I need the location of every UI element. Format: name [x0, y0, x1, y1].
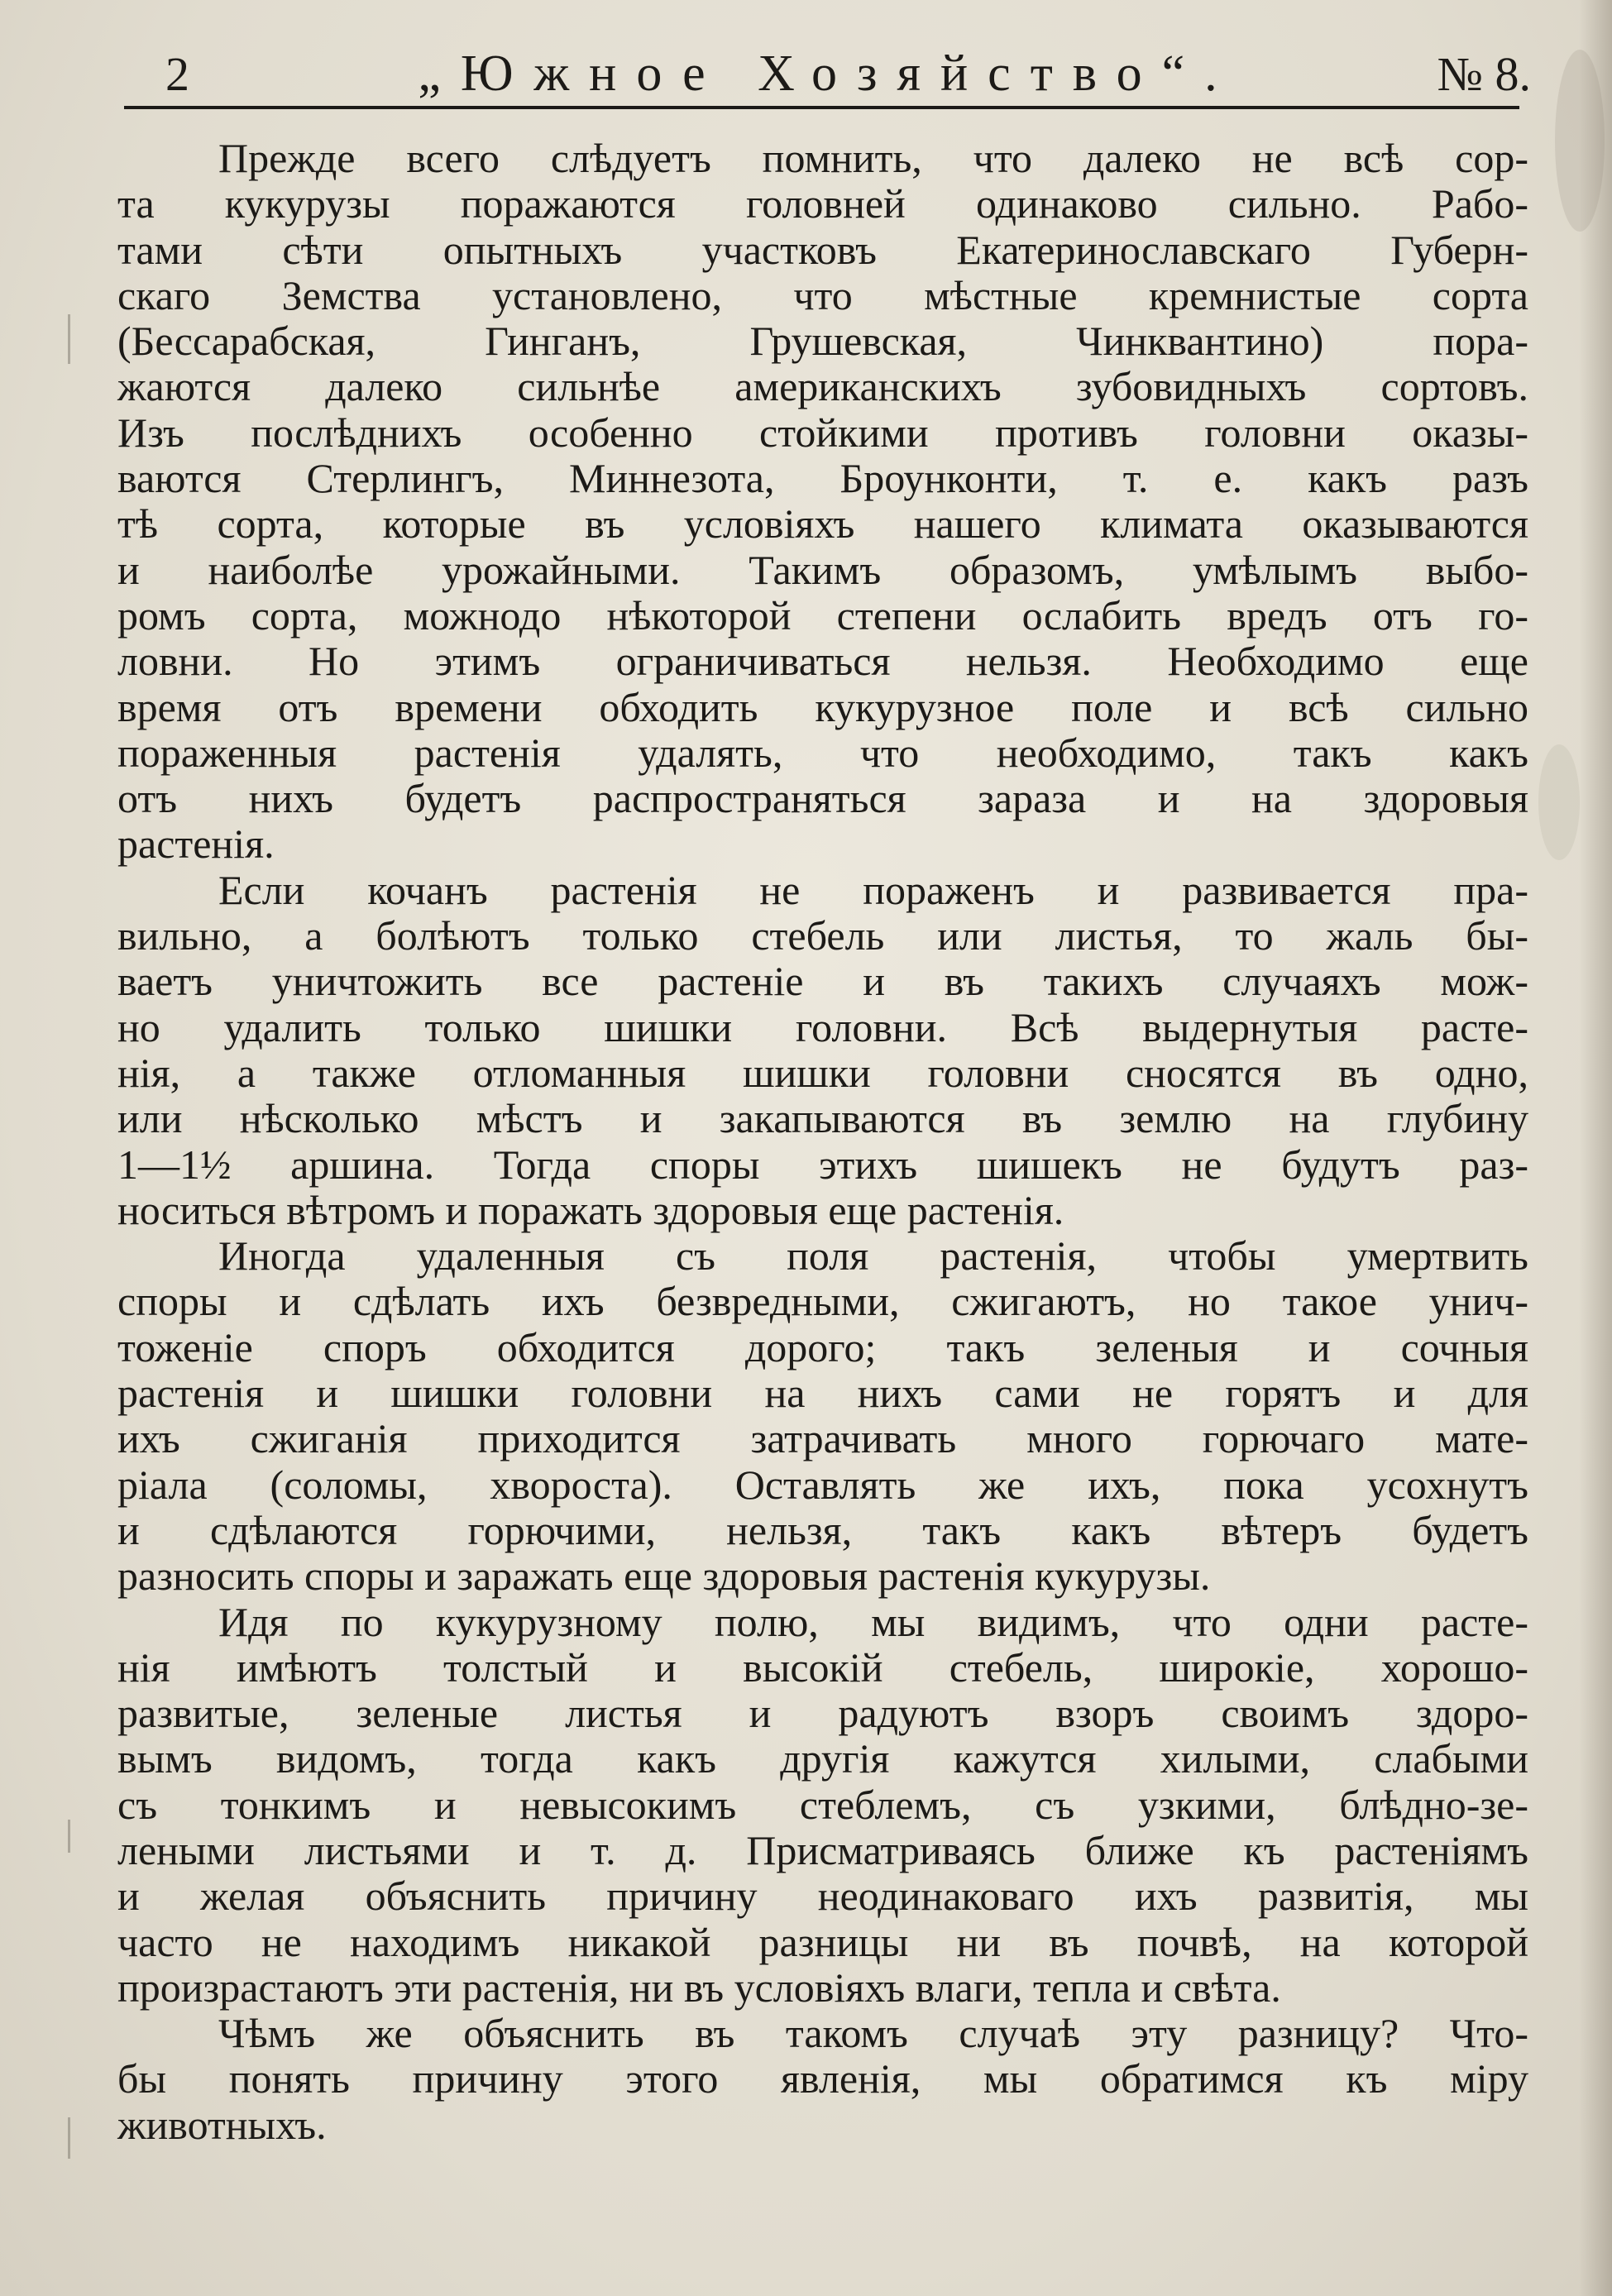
text-line: ріала (соломы, хвороста). Оставлять же ихъ, пока усохнутъ: [117, 1461, 1528, 1508]
text-line: ромъ сорта, можнодо нѣкоторой степени ослабить вредъ отъ го-: [117, 591, 1528, 639]
text-line: но удалить только шишки головни. Всѣ выдернутыя расте-: [117, 1003, 1528, 1050]
page-number: 2: [165, 47, 189, 101]
text-line: тоженіе споръ обходится дорого; такъ зеленыя и сочныя: [117, 1323, 1528, 1370]
paragraph: [117, 2011, 1528, 2148]
text-line: время отъ времени обходить кукурузное поле и всѣ сильно: [117, 683, 1528, 730]
ink-bleed: [1538, 744, 1580, 860]
page-header: [124, 36, 1531, 106]
margin-mark: [68, 1820, 70, 1853]
text-line: разносить споры и заражать еще здоровыя растенія кукурузы.: [117, 1552, 1211, 1600]
margin-mark: [68, 314, 70, 364]
text-line: бы понять причину этого явленія, мы обратимся къ міру: [117, 2055, 1528, 2102]
text-line: и желая объяснить причину неодинаковаго ихъ развитія, мы: [117, 1873, 1528, 1920]
text-line: (Бессарабская, Гинганъ, Грушевская, Чинквантино) пора-: [117, 318, 1528, 365]
text-line: Идя по кукурузному полю, мы видимъ, что одни расте-: [218, 1598, 1528, 1645]
text-line: носиться вѣтромъ и поражать здоровыя еще растенія.: [117, 1186, 1064, 1233]
text-line: вильно, а болѣютъ только стебель или листья, то жаль бы-: [117, 912, 1528, 959]
text-line: часто не находимъ никакой разницы ни въ почвѣ, на которой: [117, 1918, 1528, 1965]
text-line: жаются далеко сильнѣе американскихъ зубовидныхъ сортовъ.: [117, 363, 1528, 410]
text-line: ваются Стерлингъ, Миннезота, Броунконти, т. е. какъ разъ: [117, 455, 1528, 502]
text-line: отъ нихъ будетъ распространяться зараза и на здоровыя: [117, 775, 1528, 822]
text-line: развитые, зеленые листья и радуютъ взоръ своимъ здоро-: [117, 1690, 1528, 1737]
text-line: Если кочанъ растенія не пораженъ и развивается пра-: [218, 866, 1528, 913]
text-line: съ тонкимъ и невысокимъ стеблемъ, съ узкими, блѣдно-зе-: [117, 1781, 1528, 1828]
text-line: вымъ видомъ, тогда какъ другія кажутся хилыми, слабыми: [117, 1735, 1528, 1782]
paragraph: [117, 136, 1528, 868]
text-line: та кукурузы поражаются головней одинаково сильно. Рабо-: [117, 180, 1528, 227]
text-line: 1—1½ аршина. Тогда споры этихъ шишекъ не будутъ раз-: [117, 1141, 1528, 1188]
text-line: и сдѣлаются горючими, нельзя, такъ какъ вѣтеръ будетъ: [117, 1506, 1528, 1553]
text-line: или нѣсколько мѣстъ и закапываются въ землю на глубину: [117, 1095, 1528, 1142]
text-line: пораженныя растенія удалять, что необходимо, такъ какъ: [117, 729, 1528, 776]
text-line: растенія.: [117, 820, 275, 868]
text-line: Чѣмъ же объяснить въ такомъ случаѣ эту разницу? Что-: [218, 2010, 1528, 2057]
text-line: ваетъ уничтожить все растеніе и въ такихъ случаяхъ мож-: [117, 958, 1528, 1005]
text-line: ловни. Но этимъ ограничиваться нельзя. Необходимо еще: [117, 638, 1528, 685]
text-line: споры и сдѣлать ихъ безвредными, сжигаютъ, но такое унич-: [117, 1278, 1528, 1325]
text-line: тами сѣти опытныхъ участковъ Екатеринославскаго Губерн-: [117, 226, 1528, 273]
text-line: растенія и шишки головни на нихъ сами не горятъ и для: [117, 1370, 1528, 1417]
text-line: Иногда удаленныя съ поля растенія, чтобы умертвить: [218, 1232, 1528, 1280]
text-line: нія, а также отломанныя шишки головни сносятся въ одно,: [117, 1049, 1528, 1096]
text-line: тѣ сорта, которые въ условіяхъ нашего климата оказываются: [117, 500, 1528, 548]
text-line: нія имѣютъ толстый и высокій стебель, широкіе, хорошо-: [117, 1643, 1528, 1691]
text-line: Изъ послѣднихъ особенно стойкими противъ головни оказы-: [117, 409, 1528, 456]
text-line: ихъ сжиганія приходится затрачивать много горючаго мате-: [117, 1415, 1528, 1462]
text-line: леными листьями и т. д. Присматриваясь ближе къ растеніямъ: [117, 1826, 1528, 1873]
text-line: скаго Земства установлено, что мѣстные кремнистые сорта: [117, 271, 1528, 318]
text-line: Прежде всего слѣдуетъ помнить, что далеко не всѣ сор-: [218, 135, 1528, 181]
journal-title: „Южное Хозяйство“.: [418, 45, 1237, 102]
issue-number: № 8.: [1437, 47, 1531, 101]
paragraph: [117, 1600, 1528, 2011]
text-line: произрастаютъ эти растенія, ни въ условіяхъ влаги, тепла и свѣта.: [117, 1964, 1281, 2011]
paragraph: [117, 1233, 1528, 1599]
header-rule: [124, 106, 1519, 109]
text-line: животныхъ.: [117, 2101, 327, 2148]
paragraph: [117, 868, 1528, 1233]
page-edge-shadow: [1579, 0, 1612, 2296]
article-body: [117, 136, 1528, 2148]
text-line: и наиболѣе урожайными. Такимъ образомъ, умѣлымъ выбо-: [117, 546, 1528, 593]
margin-mark: [68, 2117, 70, 2159]
